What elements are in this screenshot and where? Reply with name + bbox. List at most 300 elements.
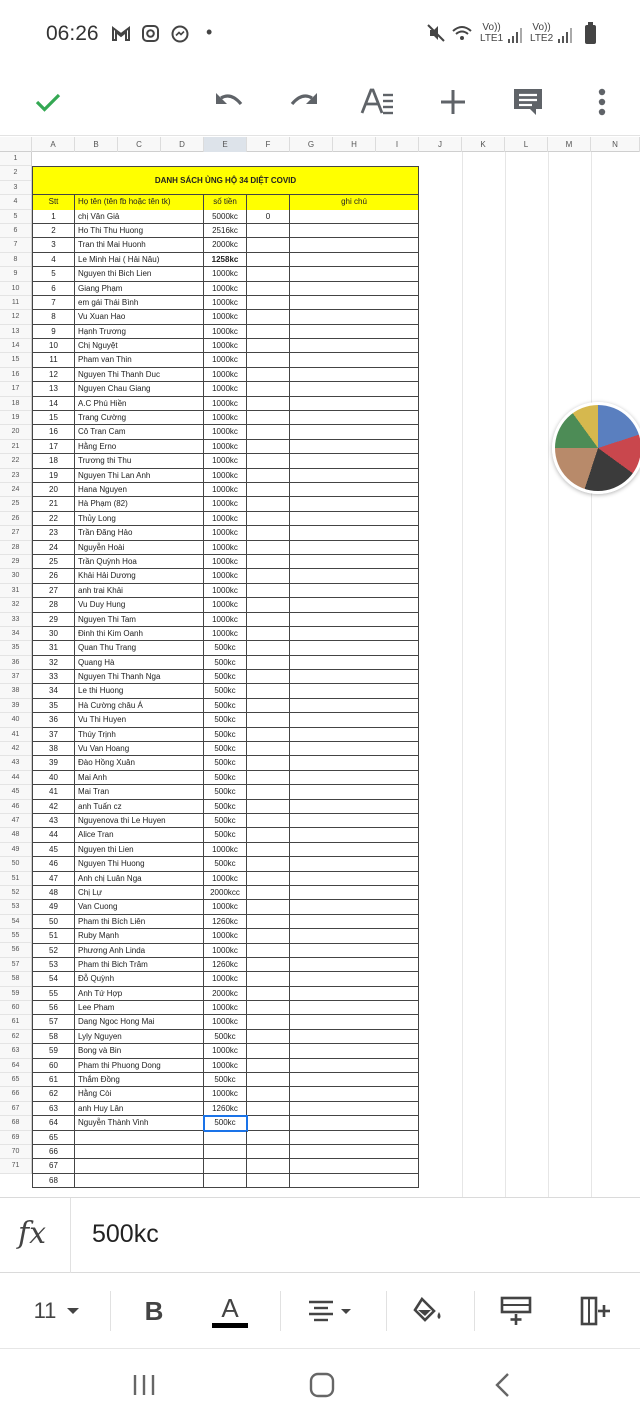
row-header[interactable]: 16 (0, 368, 31, 382)
cell-amount[interactable]: 1000kc (204, 872, 247, 886)
row-header[interactable]: 26 (0, 512, 31, 526)
cell-f[interactable] (247, 440, 290, 454)
cell-amount[interactable]: 1000kc (204, 555, 247, 569)
cell-name[interactable] (75, 1131, 204, 1145)
cell-name[interactable]: Dang Ngoc Hong Mai (75, 1015, 204, 1029)
cell-stt[interactable]: 33 (32, 670, 75, 684)
cell-amount[interactable]: 1000kc (204, 584, 247, 598)
cell-amount[interactable]: 500kc (204, 656, 247, 670)
row-header[interactable]: 51 (0, 872, 31, 886)
cell-f[interactable] (247, 958, 290, 972)
row-header[interactable]: 49 (0, 843, 31, 857)
cell-amount[interactable]: 2516kc (204, 224, 247, 238)
cell-stt[interactable]: 3 (32, 238, 75, 252)
cell-stt[interactable]: 30 (32, 627, 75, 641)
cell-name[interactable]: Thủy Long (75, 512, 204, 526)
cell-name[interactable]: Vu Xuan Hao (75, 310, 204, 324)
cell-note[interactable] (290, 411, 419, 425)
cell-f[interactable] (247, 368, 290, 382)
column-header[interactable]: D (161, 137, 204, 152)
cell-f[interactable] (247, 929, 290, 943)
row-header[interactable]: 33 (0, 613, 31, 627)
cell-f[interactable] (247, 282, 290, 296)
cell-note[interactable] (290, 958, 419, 972)
align-button[interactable] (300, 1293, 360, 1329)
cell-stt[interactable]: 38 (32, 742, 75, 756)
cell-amount[interactable]: 500kc (204, 814, 247, 828)
cell-stt[interactable]: 36 (32, 713, 75, 727)
cell-stt[interactable]: 41 (32, 785, 75, 799)
cell-amount[interactable]: 1000kc (204, 526, 247, 540)
cell-stt[interactable]: 23 (32, 526, 75, 540)
cell-f[interactable] (247, 915, 290, 929)
cell-name[interactable]: Nguyen Thi Huong (75, 857, 204, 871)
cell-stt[interactable]: 6 (32, 282, 75, 296)
cell-name[interactable]: Tran thi Mai Huonh (75, 238, 204, 252)
cell-stt[interactable]: 68 (32, 1174, 75, 1188)
header-empty[interactable] (247, 195, 290, 209)
cell-amount[interactable] (204, 1145, 247, 1159)
cell-stt[interactable]: 45 (32, 843, 75, 857)
cell-note[interactable] (290, 699, 419, 713)
cell-stt[interactable]: 8 (32, 310, 75, 324)
cell-amount[interactable]: 1000kc (204, 627, 247, 641)
cell-f[interactable] (247, 238, 290, 252)
row-header[interactable]: 54 (0, 915, 31, 929)
comment-button[interactable] (504, 78, 552, 126)
cell-f[interactable] (247, 224, 290, 238)
cell-name[interactable]: Nguyen Thi Tam (75, 613, 204, 627)
cell-name[interactable]: Quan Thu Trang (75, 641, 204, 655)
cell-name[interactable]: Nguyen thi Lien (75, 843, 204, 857)
cell-f[interactable] (247, 613, 290, 627)
cell-f[interactable] (247, 267, 290, 281)
chat-head-avatar[interactable] (552, 402, 640, 494)
cell-note[interactable] (290, 944, 419, 958)
row-header[interactable]: 39 (0, 699, 31, 713)
row-header[interactable]: 10 (0, 282, 31, 296)
cell-name[interactable]: Lyly Nguyen (75, 1030, 204, 1044)
cell-note[interactable] (290, 224, 419, 238)
cell-note[interactable] (290, 238, 419, 252)
more-options-button[interactable] (578, 78, 626, 126)
row-header[interactable]: 65 (0, 1073, 31, 1087)
cell-f[interactable] (247, 1102, 290, 1116)
cell-note[interactable] (290, 1087, 419, 1101)
row-header[interactable]: 62 (0, 1030, 31, 1044)
cell-name[interactable]: Alice Tran (75, 828, 204, 842)
row-header[interactable]: 53 (0, 900, 31, 914)
row-header[interactable]: 41 (0, 728, 31, 742)
cell-f[interactable] (247, 397, 290, 411)
cell-note[interactable] (290, 339, 419, 353)
cell-note[interactable] (290, 569, 419, 583)
cell-amount[interactable]: 1000kc (204, 267, 247, 281)
cell-amount[interactable]: 1000kc (204, 1015, 247, 1029)
cell-name[interactable]: Pham thi Bích Liên (75, 915, 204, 929)
column-header[interactable]: N (591, 137, 640, 152)
cell-note[interactable] (290, 987, 419, 1001)
cell-f[interactable] (247, 1059, 290, 1073)
column-header[interactable]: A (32, 137, 75, 152)
row-header[interactable]: 18 (0, 397, 31, 411)
cell-amount[interactable]: 500kc (204, 756, 247, 770)
row-header[interactable]: 38 (0, 684, 31, 698)
cell-name[interactable]: Vu Thi Huyen (75, 713, 204, 727)
row-header[interactable]: 11 (0, 296, 31, 310)
cell-stt[interactable]: 66 (32, 1145, 75, 1159)
cell-f[interactable] (247, 1116, 290, 1130)
cell-f[interactable] (247, 886, 290, 900)
cell-stt[interactable]: 26 (32, 569, 75, 583)
cell-name[interactable]: A.C Phú Hiền (75, 397, 204, 411)
cell-amount[interactable]: 2000kc (204, 987, 247, 1001)
cell-stt[interactable]: 64 (32, 1116, 75, 1130)
cell-note[interactable] (290, 483, 419, 497)
row-header[interactable]: 66 (0, 1087, 31, 1101)
cell-amount[interactable]: 500kc (204, 771, 247, 785)
cell-note[interactable] (290, 368, 419, 382)
row-header[interactable]: 29 (0, 555, 31, 569)
cell-stt[interactable]: 27 (32, 584, 75, 598)
cell-name[interactable]: em gái Thái Bình (75, 296, 204, 310)
cell-note[interactable] (290, 627, 419, 641)
row-header[interactable]: 13 (0, 325, 31, 339)
header-amount[interactable]: số tiền (204, 195, 247, 209)
cell-note[interactable] (290, 267, 419, 281)
cell-note[interactable] (290, 656, 419, 670)
cell-note[interactable] (290, 1131, 419, 1145)
row-header[interactable]: 69 (0, 1131, 31, 1145)
cell-f[interactable] (247, 872, 290, 886)
cell-stt[interactable]: 42 (32, 800, 75, 814)
row-header[interactable]: 1 (0, 152, 31, 166)
cell-stt[interactable]: 62 (32, 1087, 75, 1101)
cell-stt[interactable]: 58 (32, 1030, 75, 1044)
cell-name[interactable]: Chị Lự (75, 886, 204, 900)
cell-name[interactable]: Trương thi Thu (75, 454, 204, 468)
cell-f[interactable] (247, 339, 290, 353)
cell-f[interactable] (247, 1131, 290, 1145)
cell-note[interactable] (290, 728, 419, 742)
row-header[interactable]: 70 (0, 1145, 31, 1159)
cell-name[interactable]: Trần Đăng Hảo (75, 526, 204, 540)
cell-note[interactable] (290, 526, 419, 540)
column-header[interactable]: I (376, 137, 419, 152)
cell-name[interactable] (75, 1159, 204, 1173)
cell-f[interactable]: 0 (247, 210, 290, 224)
cell-f[interactable] (247, 814, 290, 828)
cell-name[interactable]: Nguyenova thi Le Huyen (75, 814, 204, 828)
cell-amount[interactable]: 1260kc (204, 1102, 247, 1116)
cell-note[interactable] (290, 210, 419, 224)
cell-amount[interactable]: 1000kc (204, 339, 247, 353)
cell-stt[interactable]: 19 (32, 469, 75, 483)
column-header[interactable]: L (505, 137, 548, 152)
cell-f[interactable] (247, 411, 290, 425)
cell-f[interactable] (247, 425, 290, 439)
cell-stt[interactable]: 34 (32, 684, 75, 698)
cell-f[interactable] (247, 253, 290, 267)
cell-note[interactable] (290, 1174, 419, 1188)
cell-note[interactable] (290, 771, 419, 785)
cell-amount[interactable] (204, 1159, 247, 1173)
cell-name[interactable]: Hằng Còi (75, 1087, 204, 1101)
home-button[interactable] (302, 1369, 342, 1401)
cell-stt[interactable]: 11 (32, 353, 75, 367)
row-header[interactable]: 60 (0, 1001, 31, 1015)
cell-note[interactable] (290, 555, 419, 569)
cell-stt[interactable]: 47 (32, 872, 75, 886)
cell-name[interactable]: Anh Tứ Hợp (75, 987, 204, 1001)
row-header[interactable]: 32 (0, 598, 31, 612)
cell-stt[interactable]: 13 (32, 382, 75, 396)
cell-amount[interactable]: 1000kc (204, 296, 247, 310)
cell-name[interactable]: Hà Cường châu Á (75, 699, 204, 713)
corner-cell[interactable] (0, 137, 32, 152)
cell-note[interactable] (290, 915, 419, 929)
cell-note[interactable] (290, 900, 419, 914)
cell-amount[interactable]: 1000kc (204, 440, 247, 454)
cell-f[interactable] (247, 512, 290, 526)
cell-amount[interactable]: 1000kc (204, 598, 247, 612)
cell-stt[interactable]: 49 (32, 900, 75, 914)
cell-amount[interactable]: 500kc (204, 800, 247, 814)
cell-note[interactable] (290, 1030, 419, 1044)
cell-stt[interactable]: 7 (32, 296, 75, 310)
cell-amount[interactable]: 1000kc (204, 541, 247, 555)
cell-name[interactable]: Vu Van Hoang (75, 742, 204, 756)
cell-amount[interactable]: 500kc (204, 742, 247, 756)
cell-name[interactable]: Mai Tran (75, 785, 204, 799)
cell-name[interactable]: Hằng Ernо (75, 440, 204, 454)
cell-name[interactable]: Khải Hải Dương (75, 569, 204, 583)
formula-input[interactable]: 500kc (92, 1220, 159, 1248)
cell-f[interactable] (247, 627, 290, 641)
cell-note[interactable] (290, 253, 419, 267)
cell-name[interactable]: Mai Anh (75, 771, 204, 785)
cell-amount[interactable]: 500kc (204, 641, 247, 655)
cell-name[interactable]: anh Tuấn cz (75, 800, 204, 814)
cell-note[interactable] (290, 972, 419, 986)
cell-name[interactable]: Le Minh Hai ( Hải Nâu) (75, 253, 204, 267)
row-header[interactable]: 21 (0, 440, 31, 454)
cell-note[interactable] (290, 382, 419, 396)
cell-note[interactable] (290, 713, 419, 727)
cell-amount[interactable]: 1000kc (204, 425, 247, 439)
cell-amount[interactable]: 1000kc (204, 944, 247, 958)
row-header[interactable]: 17 (0, 382, 31, 396)
row-header[interactable]: 5 (0, 210, 31, 224)
cell-name[interactable]: Thắm Đồng (75, 1073, 204, 1087)
cell-name[interactable]: Nguyen Thi Thanh Nga (75, 670, 204, 684)
cell-f[interactable] (247, 728, 290, 742)
row-header[interactable]: 24 (0, 483, 31, 497)
cell-f[interactable] (247, 1044, 290, 1058)
cell-name[interactable]: Cô Tran Cam (75, 425, 204, 439)
row-header[interactable]: 37 (0, 670, 31, 684)
cell-amount[interactable]: 1000kc (204, 1044, 247, 1058)
cell-note[interactable] (290, 843, 419, 857)
row-header[interactable]: 42 (0, 742, 31, 756)
cell-f[interactable] (247, 382, 290, 396)
row-header[interactable]: 57 (0, 958, 31, 972)
cell-note[interactable] (290, 828, 419, 842)
cell-name[interactable]: Trang Cường (75, 411, 204, 425)
cell-note[interactable] (290, 872, 419, 886)
cell-amount[interactable]: 500kc (204, 713, 247, 727)
cell-stt[interactable]: 22 (32, 512, 75, 526)
column-header-selected[interactable]: E (204, 137, 247, 152)
cell-stt[interactable]: 43 (32, 814, 75, 828)
row-header[interactable]: 56 (0, 943, 31, 957)
row-header[interactable]: 19 (0, 411, 31, 425)
cell-f[interactable] (247, 785, 290, 799)
cell-note[interactable] (290, 1001, 419, 1015)
cell-name[interactable] (75, 1145, 204, 1159)
cell-f[interactable] (247, 972, 290, 986)
cell-note[interactable] (290, 1073, 419, 1087)
cell-note[interactable] (290, 1145, 419, 1159)
cell-amount[interactable]: 1000kc (204, 454, 247, 468)
row-header[interactable]: 68 (0, 1116, 31, 1130)
column-header[interactable]: C (118, 137, 161, 152)
cell-name[interactable]: Đinh thi Kim Oanh (75, 627, 204, 641)
cell-stt[interactable]: 18 (32, 454, 75, 468)
row-header[interactable]: 25 (0, 497, 31, 511)
cell-name[interactable]: Le thi Huong (75, 684, 204, 698)
fill-color-button[interactable] (402, 1293, 454, 1329)
row-header[interactable]: 47 (0, 814, 31, 828)
cell-amount[interactable]: 500kc (204, 728, 247, 742)
text-format-button[interactable] (354, 78, 402, 126)
cell-f[interactable] (247, 325, 290, 339)
cell-stt[interactable]: 21 (32, 497, 75, 511)
cell-amount[interactable]: 500kc (204, 785, 247, 799)
cell-f[interactable] (247, 1174, 290, 1188)
cell-stt[interactable]: 50 (32, 915, 75, 929)
cell-f[interactable] (247, 483, 290, 497)
insert-button[interactable] (429, 78, 477, 126)
cell-f[interactable] (247, 699, 290, 713)
cell-amount[interactable]: 1000kc (204, 512, 247, 526)
cell-f[interactable] (247, 584, 290, 598)
row-header[interactable]: 55 (0, 929, 31, 943)
cell-stt[interactable]: 60 (32, 1059, 75, 1073)
cell-stt[interactable]: 4 (32, 253, 75, 267)
column-header[interactable]: J (419, 137, 462, 152)
row-header[interactable]: 6 (0, 224, 31, 238)
cell-stt[interactable]: 44 (32, 828, 75, 842)
cell-note[interactable] (290, 310, 419, 324)
row-header[interactable]: 43 (0, 756, 31, 770)
cell-name[interactable]: Pham thi Phuong Dong (75, 1059, 204, 1073)
cell-f[interactable] (247, 526, 290, 540)
cell-note[interactable] (290, 800, 419, 814)
check-button[interactable] (24, 78, 72, 126)
cell-note[interactable] (290, 1159, 419, 1173)
row-header[interactable]: 58 (0, 972, 31, 986)
cell-f[interactable] (247, 1087, 290, 1101)
header-name[interactable]: Họ tên (tên fb hoặc tên tk) (75, 195, 204, 209)
cell-amount[interactable]: 1000kc (204, 469, 247, 483)
row-header[interactable]: 36 (0, 656, 31, 670)
cell-name[interactable]: Vu Duy Hung (75, 598, 204, 612)
header-stt[interactable]: Stt (32, 195, 75, 209)
row-header[interactable]: 2 (0, 166, 31, 180)
cell-note[interactable] (290, 684, 419, 698)
cell-name[interactable]: Ho Thi Thu Huong (75, 224, 204, 238)
cell-name[interactable]: Nguyen Chau Giang (75, 382, 204, 396)
cell-stt[interactable]: 57 (32, 1015, 75, 1029)
cell-note[interactable] (290, 886, 419, 900)
cell-note[interactable] (290, 440, 419, 454)
cell-stt[interactable]: 54 (32, 972, 75, 986)
cell-f[interactable] (247, 900, 290, 914)
cell-stt[interactable]: 56 (32, 1001, 75, 1015)
column-header[interactable]: H (333, 137, 376, 152)
row-header[interactable]: 15 (0, 353, 31, 367)
cell-name[interactable] (75, 1174, 204, 1188)
cell-stt[interactable]: 10 (32, 339, 75, 353)
cell-stt[interactable]: 51 (32, 929, 75, 943)
cell-amount[interactable]: 1000kc (204, 569, 247, 583)
row-header[interactable]: 4 (0, 195, 31, 209)
cell-name[interactable]: Pham thi Bich Trâm (75, 958, 204, 972)
cell-f[interactable] (247, 497, 290, 511)
cell-stt[interactable]: 17 (32, 440, 75, 454)
row-header[interactable]: 35 (0, 641, 31, 655)
column-header[interactable]: B (75, 137, 118, 152)
cell-f[interactable] (247, 454, 290, 468)
cell-amount-selected[interactable]: 500kc (204, 1116, 247, 1130)
cell-amount[interactable]: 2000kc (204, 238, 247, 252)
cell-name[interactable]: Trần Quỳnh Hoa (75, 555, 204, 569)
cell-f[interactable] (247, 1001, 290, 1015)
column-header[interactable]: F (247, 137, 290, 152)
cell-amount[interactable]: 2000kcc (204, 886, 247, 900)
cell-f[interactable] (247, 684, 290, 698)
cell-amount[interactable]: 1000kc (204, 325, 247, 339)
row-header[interactable]: 64 (0, 1059, 31, 1073)
redo-button[interactable] (280, 78, 328, 126)
row-header[interactable]: 3 (0, 181, 31, 195)
cell-note[interactable] (290, 296, 419, 310)
cell-amount[interactable]: 500kc (204, 699, 247, 713)
cell-f[interactable] (247, 756, 290, 770)
cell-stt[interactable]: 39 (32, 756, 75, 770)
row-header[interactable]: 27 (0, 526, 31, 540)
cell-name[interactable]: Thúy Trịnh (75, 728, 204, 742)
row-header[interactable]: 30 (0, 569, 31, 583)
cell-stt[interactable]: 20 (32, 483, 75, 497)
cell-amount[interactable]: 500kc (204, 857, 247, 871)
row-header[interactable]: 9 (0, 267, 31, 281)
cell-note[interactable] (290, 929, 419, 943)
cell-amount[interactable]: 1000kc (204, 282, 247, 296)
cell-f[interactable] (247, 469, 290, 483)
cell-f[interactable] (247, 656, 290, 670)
cell-amount[interactable]: 1000kc (204, 1059, 247, 1073)
column-header[interactable]: G (290, 137, 333, 152)
cell-stt[interactable]: 61 (32, 1073, 75, 1087)
cell-note[interactable] (290, 397, 419, 411)
cell-f[interactable] (247, 987, 290, 1001)
cell-amount[interactable]: 1000kc (204, 353, 247, 367)
cell-stt[interactable]: 5 (32, 267, 75, 281)
cell-name[interactable]: Ruby Mạnh (75, 929, 204, 943)
header-note[interactable]: ghi chú (290, 195, 419, 209)
